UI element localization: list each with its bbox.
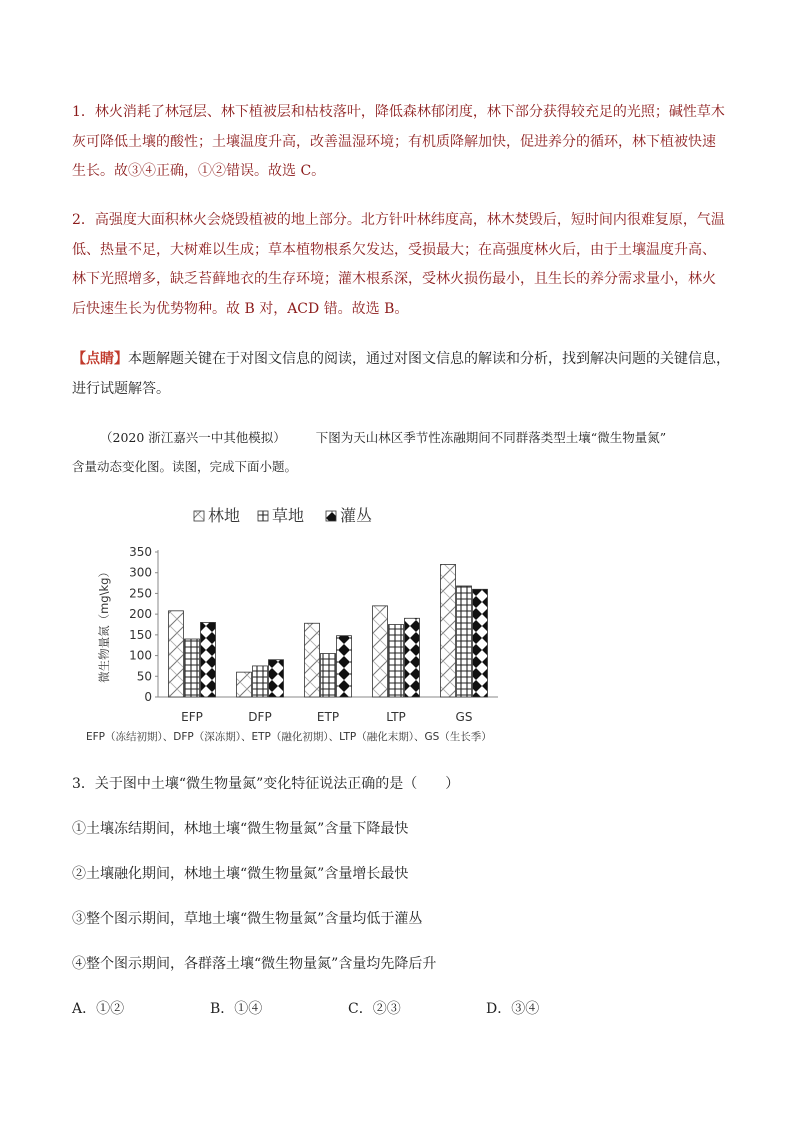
bar-ETP-0 <box>305 623 320 697</box>
statement-2: ②土壤融化期间，林地土壤“微生物量氮”含量增长最快 <box>72 866 409 882</box>
answer-2-line-3: 林下光照增多，缺乏苔藓地衣的生存环境；灌木根系深，受林火损伤最小，且生长的养分需求量小，林火 <box>72 271 716 287</box>
dianjing-tag: 【点睛】 <box>72 351 128 367</box>
dianjing-text-1: 本题解题关键在于对图文信息的阅读，通过对图文信息的解读和分析，找到解决问题的关键信息， <box>128 351 730 367</box>
question-intro <box>72 423 732 481</box>
y-tick-label-4: 200 <box>129 607 152 622</box>
bar-DFP-2 <box>269 660 284 697</box>
y-tick-label-3: 150 <box>129 627 152 642</box>
y-axis-title: 微生物量氮（mg\kg） <box>97 566 111 683</box>
statement-3: ③整个图示期间，草地土壤“微生物量氮”含量均低于灌丛 <box>72 911 423 927</box>
option-c[interactable]: C．②③ <box>348 1001 401 1017</box>
answer-2-line-4: 后快速生长为优势物种。故 B 对，ACD 错。故选 B。 <box>72 300 409 317</box>
answer-2 <box>72 206 732 324</box>
bar-EFP-0 <box>169 611 184 697</box>
bar-DFP-0 <box>237 672 252 697</box>
answer-1-line-3: 生长。故③④正确，①②错误。故选 C。 <box>72 163 326 179</box>
legend-swatch-0 <box>194 511 204 521</box>
bar-EFP-1 <box>185 639 200 697</box>
statement-1: ①土壤冻结期间，林地土壤“微生物量氮”含量下降最快 <box>72 821 409 837</box>
bar-GS-1 <box>457 586 472 697</box>
y-tick-label-6: 300 <box>129 565 152 580</box>
option-a[interactable]: A．①② <box>72 1001 125 1017</box>
y-tick-label-2: 100 <box>129 648 152 663</box>
bar-DFP-1 <box>253 666 268 697</box>
x-tick-label-LTP: LTP <box>386 710 406 724</box>
bar-GS-2 <box>473 589 488 697</box>
x-tick-label-DFP: DFP <box>248 710 272 724</box>
legend-swatch-2 <box>326 511 336 521</box>
bar-LTP-1 <box>389 625 404 698</box>
bar-EFP-2 <box>201 622 216 697</box>
microbial-nitrogen-chart <box>86 500 606 750</box>
option-d[interactable]: D．③④ <box>486 1001 540 1017</box>
y-tick-label-7: 350 <box>129 545 152 559</box>
legend-label-2: 灌丛 <box>340 506 373 525</box>
y-tick-label-1: 50 <box>136 669 152 684</box>
question-source: （2020 浙江嘉兴一中其他模拟） <box>100 430 286 445</box>
dianjing-note <box>72 345 732 404</box>
y-tick-label-0: 0 <box>144 690 152 704</box>
bar-ETP-2 <box>337 636 352 697</box>
legend-label-1: 草地 <box>272 506 305 525</box>
y-tick-label-5: 250 <box>129 586 152 601</box>
answer-2-line-1: 2．高强度大面积林火会烧毁植被的地上部分。北方针叶林纬度高，林木焚毁后，短时间内很难复原，气温 <box>72 212 725 228</box>
bar-LTP-0 <box>373 606 388 697</box>
bar-LTP-2 <box>405 618 420 697</box>
x-tick-label-ETP: ETP <box>316 710 340 724</box>
x-tick-label-EFP: EFP <box>181 710 203 724</box>
answer-2-line-2: 低、热量不足，大树难以生成；草本植物根系欠发达，受损最大；在高强度林火后，由于土壤温度升高、 <box>72 241 716 258</box>
bar-ETP-1 <box>321 654 336 698</box>
intro-line-1: 下图为天山林区季节性冻融期间不同群落类型土壤“微生物量氮” <box>315 430 667 445</box>
legend-swatch-1 <box>258 511 268 521</box>
statement-4: ④整个图示期间，各群落土壤“微生物量氮”含量均先降后升 <box>72 956 437 972</box>
chart-axes <box>97 545 498 704</box>
answer-1 <box>72 98 732 187</box>
chart-caption: EFP（冻结初期）、DFP（深冻期）、ETP（融化初期）、LTP（融化末期）、GS（生长季） <box>86 731 492 743</box>
answer-1-line-2: 灰可降低土壤的酸性；土壤温度升高，改善温湿环境；有机质降解加快，促进养分的循环，林下植被快速 <box>72 133 716 150</box>
chart-legend <box>194 506 372 525</box>
question-stem: 3．关于图中土壤“微生物量氮”变化特征说法正确的是（ ） <box>72 776 460 792</box>
legend-label-0: 林地 <box>208 506 241 525</box>
intro-line-2: 含量动态变化图。读图，完成下面小题。 <box>72 459 298 474</box>
answer-1-line-1: 1．林火消耗了林冠层、林下植被层和枯枝落叶，降低森林郁闭度，林下部分获得较充足的光照；碱性草木 <box>72 104 725 120</box>
dianjing-text-2: 进行试题解答。 <box>72 380 170 397</box>
option-b[interactable]: B．①④ <box>210 1001 263 1017</box>
bar-GS-0 <box>441 564 456 697</box>
x-tick-label-GS: GS <box>455 710 473 724</box>
